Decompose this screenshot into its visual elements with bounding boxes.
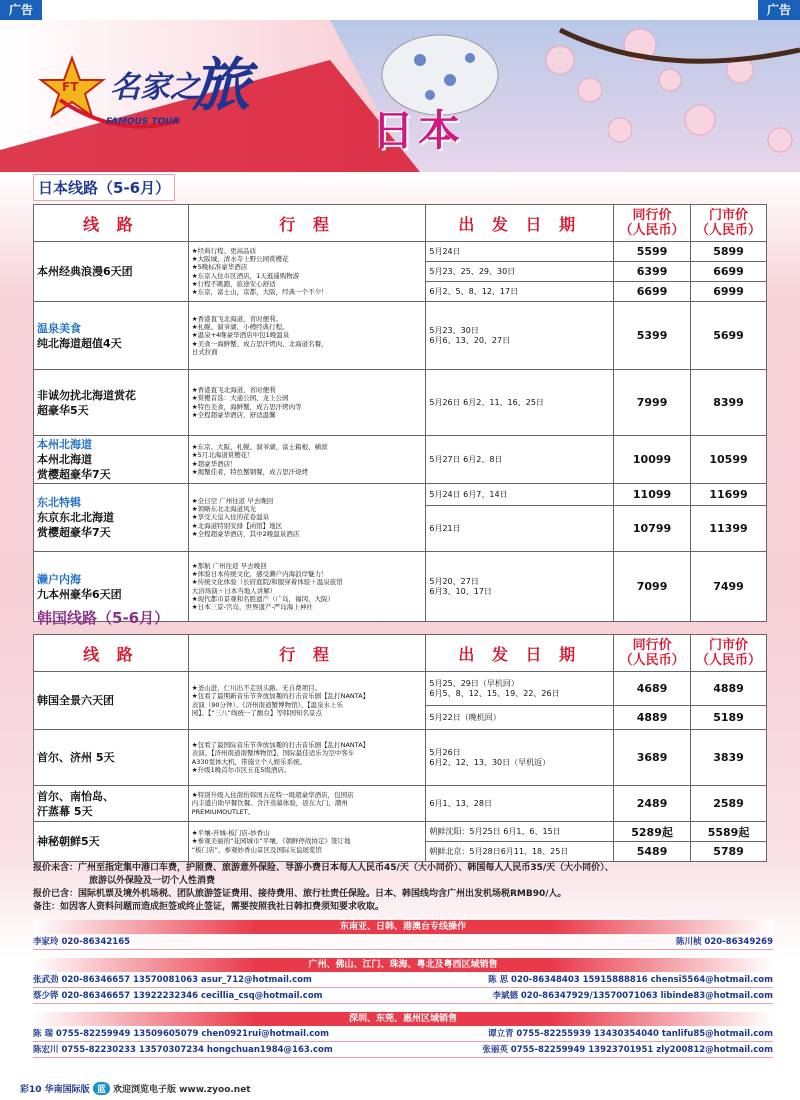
logo-star-text: FT bbox=[62, 80, 79, 94]
contact-entry: 张武劲 020-86346657 13570081063 asur_712@hotmail.com bbox=[33, 975, 312, 985]
market-price: 5899 bbox=[691, 242, 767, 262]
notes-excluded: 报价未含：广州至指定集中港口车费，护照费、旅游意外保险、导游小费日本每人人民币45/天（大小同价）、韩国每人人民币35/天（大小同价）、 bbox=[33, 863, 614, 873]
itinerary: ★特别升级入住南怡韩国五花特一级超豪华酒店，包国店 内丰盛自助早餐饮餐。含汗蒸幕体验，返东大门，潮州 PREMIUMOUTLET。 bbox=[188, 786, 426, 822]
market-price: 5789 bbox=[691, 842, 767, 862]
itinerary-header: 行 程 bbox=[188, 635, 426, 672]
market-price-header: 门市价 （人民币） bbox=[691, 635, 767, 672]
peer-price: 2489 bbox=[614, 786, 691, 822]
peer-price: 10799 bbox=[614, 506, 691, 552]
departure-dates: 6月21日 bbox=[426, 506, 614, 552]
peer-price: 6399 bbox=[614, 262, 691, 282]
market-price: 5589起 bbox=[691, 822, 767, 842]
departure-dates: 5月27日 6月2、8日 bbox=[426, 436, 614, 484]
notes-remark: 备注：如因客人资料问题而造成拒签或终止签证，需要按照我社日韩扣费须知要求收取。 bbox=[33, 902, 385, 912]
dates-header: 出 发 日 期 bbox=[426, 205, 614, 242]
contact-row bbox=[33, 988, 773, 1004]
table-row bbox=[34, 436, 767, 484]
route-name bbox=[34, 786, 189, 822]
itinerary: ★那航 广州往返 早去晚回 ★体验日本传统文化，感受濑户内海浪岸魅力！ ★传统文化体验（长府庭院/和服穿着体验＋温泉旅馆 大浴场演＋日本当地人讲解） ★现代都市景观和名胜遗产（广岛，福冈，大阪） ★日本三景-宫岛，世界遗产-严岛海上神社 bbox=[188, 552, 426, 622]
route-header: 线 路 bbox=[34, 205, 189, 242]
departure-dates: 5月22日（晚机回） bbox=[426, 706, 614, 730]
market-price: 8399 bbox=[691, 370, 767, 436]
itinerary: ★包看了最国际音乐节奔放加趣的打击音乐剧【乱打NANTA】 表演、【济州南道南蟹博物馆】，国际最佳适乐为空中客车 A330宽体大机，带施立个人娱乐系统。 ★升级1晚首尔市区五花5级酒店。 bbox=[188, 730, 426, 786]
dates-header: 出 发 日 期 bbox=[426, 635, 614, 672]
route-name bbox=[34, 730, 189, 786]
market-price: 7499 bbox=[691, 552, 767, 622]
japan-section-title: 日本线路（5-6月） bbox=[33, 174, 175, 201]
ad-label-right: 广告 bbox=[758, 0, 800, 20]
contact-row bbox=[33, 972, 773, 988]
departure-dates: 6月1、13、28日 bbox=[426, 786, 614, 822]
route-title: 首尔、济州 5天 bbox=[37, 751, 115, 764]
departure-dates: 5月26日 6月2、12、13、30日（早机返） bbox=[426, 730, 614, 786]
route-title: 本州北海道 赏樱超豪华7天 bbox=[37, 453, 111, 481]
itinerary: ★经典行程、更高品质 ★大阪城、清水寺上野公园赏樱花 ★5晚标准豪华酒店 ★东京入住市区酒店，1天逛遥购物游 ★行程不跳跑，旅途安心舒适 ★东京，富士山，京都，大阪，经典一个不少！ bbox=[188, 242, 426, 302]
route-title: 首尔、南怡岛、 汗蒸幕 5天 bbox=[37, 789, 114, 818]
market-price: 6999 bbox=[691, 282, 767, 302]
peer-price: 5399 bbox=[614, 302, 691, 370]
peer-price: 4689 bbox=[614, 672, 691, 706]
itinerary: ★釜山进，仁川出不走回头路。无自费项目。 ★包看了最期新音乐节奔放加趣的打击音乐剧【乱打NANTA】 表演（90分钟）、《济州南道蟹博物馆》、【温泉水上乐 园】、【“三八”线统一了酸台】等韩国知名景点 bbox=[188, 672, 426, 730]
market-price: 6699 bbox=[691, 262, 767, 282]
market-price: 10599 bbox=[691, 436, 767, 484]
table-row bbox=[34, 822, 767, 842]
route-highlight: 本州北海道 bbox=[37, 438, 92, 451]
contact-row bbox=[33, 1042, 773, 1058]
route-title: 纯北海道超值4天 bbox=[37, 336, 122, 350]
table-row bbox=[34, 786, 767, 822]
route-name bbox=[34, 484, 189, 552]
contact-entry: 陈 瑞 0755-82259949 13509605079 chen0921rui@hotmail.com bbox=[33, 1029, 329, 1039]
contact-row bbox=[33, 934, 773, 950]
route-name bbox=[34, 302, 189, 370]
table-row bbox=[34, 730, 767, 786]
route-name bbox=[34, 370, 189, 436]
route-name bbox=[34, 242, 189, 302]
market-price: 11399 bbox=[691, 506, 767, 552]
market-price: 11699 bbox=[691, 484, 767, 506]
market-price: 4889 bbox=[691, 672, 767, 706]
footer bbox=[20, 1082, 251, 1095]
peer-price: 7999 bbox=[614, 370, 691, 436]
route-highlight: 温泉美食 bbox=[37, 321, 81, 335]
departure-dates: 朝鲜沈阳：5月25日 6月1、6、15日 bbox=[426, 822, 614, 842]
itinerary-header: 行 程 bbox=[188, 205, 426, 242]
page-number: 彩10 bbox=[20, 1085, 42, 1095]
contact-entry: 陈宏川 0755-82230233 13570307234 hongchuan1984@163.com bbox=[33, 1045, 333, 1055]
contacts-banner-sz: 深圳、东莞、惠州区域销售 bbox=[33, 1012, 773, 1026]
header-banner bbox=[0, 0, 800, 172]
route-title: 韩国全景六天团 bbox=[37, 694, 114, 707]
edition-name: 华南国际版 bbox=[44, 1085, 90, 1095]
departure-dates: 5月23、30日 6月6、13、20、27日 bbox=[426, 302, 614, 370]
peer-price: 6699 bbox=[614, 282, 691, 302]
departure-dates: 5月23、25、29、30日 bbox=[426, 262, 614, 282]
korea-routes-table bbox=[33, 634, 767, 862]
itinerary: ★东京、大阪、札幌、洞爷湖、富士箱根、横滨 ★5月北海道赏樱花！ ★超豪华酒店！ ★揭蟹佳肴，特色蟹钢餐，成吉思汗烧烤 bbox=[188, 436, 426, 484]
itinerary: ★香港直飞北海道，省时便利。 ★札幌、洞爷湖、小樽经典行程。 ★温泉+4晚豪华酒店中包1晚温泉 ★美食一海鲜蟹、成吉思汗烤肉、北海道名餐、 日式拉面 bbox=[188, 302, 426, 370]
route-title: 神秘朝鲜5天 bbox=[37, 835, 100, 848]
contact-row bbox=[33, 1026, 773, 1042]
edition-badge: 蓝 bbox=[93, 1082, 110, 1095]
contact-entry: 蔡少铧 020-86346657 13922232346 cecillia_csq@hotmail.com bbox=[33, 991, 323, 1001]
table-row bbox=[34, 484, 767, 506]
departure-dates: 6月2、5、8、12、17日 bbox=[426, 282, 614, 302]
route-title: 非诚勿扰北海道赏花 超豪华5天 bbox=[37, 388, 136, 417]
departure-dates: 5月20、27日 6月3、10、17日 bbox=[426, 552, 614, 622]
departure-dates: 5月24日 6月7、14日 bbox=[426, 484, 614, 506]
table-row bbox=[34, 672, 767, 706]
contact-entry: 张丽英 0755-82259949 13923701951 zly200812@hotmail.com bbox=[482, 1045, 773, 1055]
peer-price: 4889 bbox=[614, 706, 691, 730]
korea-section-title: 韩国线路（5-6月） bbox=[37, 609, 170, 627]
itinerary: ★香港直飞北海道，省时便利 ★赏樱首选：大通公园、龙上公园 ★特色美食，海鲜蟹，成吉思汗烤肉等 ★全程超豪华酒店，舒适温馨 bbox=[188, 370, 426, 436]
departure-dates: 朝鲜北京：5月28日6月11、18、25日 bbox=[426, 842, 614, 862]
route-title: 九本州豪华6天团 bbox=[37, 587, 122, 601]
logo-big-char: 旅 bbox=[192, 51, 251, 119]
itinerary: ★平壤-开城-板门店-妙香山 ★参观美丽的“花园城市”平壤，《朝鲜停战协定》签订地 “板门店”，参观妙香山景区及国际友谊展览馆 bbox=[188, 822, 426, 862]
contact-entry: 李斌德 020-86347929/13570071063 libinde83@hotmail.com bbox=[492, 991, 773, 1001]
peer-price: 5599 bbox=[614, 242, 691, 262]
route-highlight: 东北特辑 bbox=[37, 496, 81, 509]
japan-routes-table bbox=[33, 204, 767, 622]
contact-entry: 陈川桢 020-86349269 bbox=[675, 937, 773, 947]
page-title: 日本 bbox=[372, 106, 465, 155]
ad-label-left: 广告 bbox=[0, 0, 42, 20]
contacts-banner-ops: 东南亚、日韩、港澳台专线操作 bbox=[33, 920, 773, 934]
peer-price: 3689 bbox=[614, 730, 691, 786]
route-name bbox=[34, 822, 189, 862]
peer-price: 7099 bbox=[614, 552, 691, 622]
table-row bbox=[34, 370, 767, 436]
route-title: 本州经典浪漫6天团 bbox=[37, 265, 133, 278]
table-row bbox=[34, 302, 767, 370]
market-price: 3839 bbox=[691, 730, 767, 786]
contact-entry: 李家玲 020-86342165 bbox=[33, 937, 131, 947]
peer-price: 11099 bbox=[614, 484, 691, 506]
peer-price: 5289起 bbox=[614, 822, 691, 842]
header-row bbox=[34, 635, 767, 672]
notes-included: 报价已含：国际机票及境外机场税、团队旅游签证费用、接待费用、旅行社责任保险。日本、韩国线均含广州出发机场税RMB90/人。 bbox=[33, 889, 567, 899]
notes-excluded-cont: 旅游以外保险及一切个人性消费 bbox=[89, 876, 216, 886]
header-row bbox=[34, 205, 767, 242]
market-price-header: 门市价 （人民币） bbox=[691, 205, 767, 242]
route-name bbox=[34, 672, 189, 730]
departure-dates: 5月26日 6月2、11、16、25日 bbox=[426, 370, 614, 436]
peer-price-header: 同行价 （人民币） bbox=[614, 635, 691, 672]
price-notes bbox=[33, 862, 773, 914]
market-price: 5189 bbox=[691, 706, 767, 730]
logo-text: 名家之 bbox=[110, 70, 200, 105]
contacts bbox=[33, 920, 773, 1058]
contacts-banner-gz: 广州、佛山、江门、珠海、粤北及粤西区域销售 bbox=[33, 958, 773, 972]
peer-price-header: 同行价 （人民币） bbox=[614, 205, 691, 242]
contact-entry: 谭立青 0755-82255939 13430354040 tanlifu85@hotmail.com bbox=[487, 1029, 773, 1039]
table-row bbox=[34, 242, 767, 262]
market-price: 5699 bbox=[691, 302, 767, 370]
route-title: 东京东北北海道 赏樱超豪华7天 bbox=[37, 511, 114, 539]
route-header: 线 路 bbox=[34, 635, 189, 672]
contact-entry: 陈 思 020-86348403 15915888816 chensi5564@hotmail.com bbox=[488, 975, 773, 985]
departure-dates: 5月24日 bbox=[426, 242, 614, 262]
route-name bbox=[34, 436, 189, 484]
logo-subtitle: FAMOUS TOUR bbox=[106, 117, 180, 127]
departure-dates: 5月25、29日（早机回） 6月5、8、12、15、19、22、26日 bbox=[426, 672, 614, 706]
route-highlight: 濑户内海 bbox=[37, 572, 81, 586]
peer-price: 10099 bbox=[614, 436, 691, 484]
peer-price: 5489 bbox=[614, 842, 691, 862]
itinerary: ★全日空 广州往返 早去晚回 ★领略东北北海道风光 ★享受天皇入住的花卷温泉 ★北海道特别安排【函馆】地区 ★全程超豪华酒店，其中2晚温泉酒店 bbox=[188, 484, 426, 552]
market-price: 2589 bbox=[691, 786, 767, 822]
footer-url-text[interactable]: 欢迎浏览电子版 www.zyoo.net bbox=[112, 1085, 251, 1095]
